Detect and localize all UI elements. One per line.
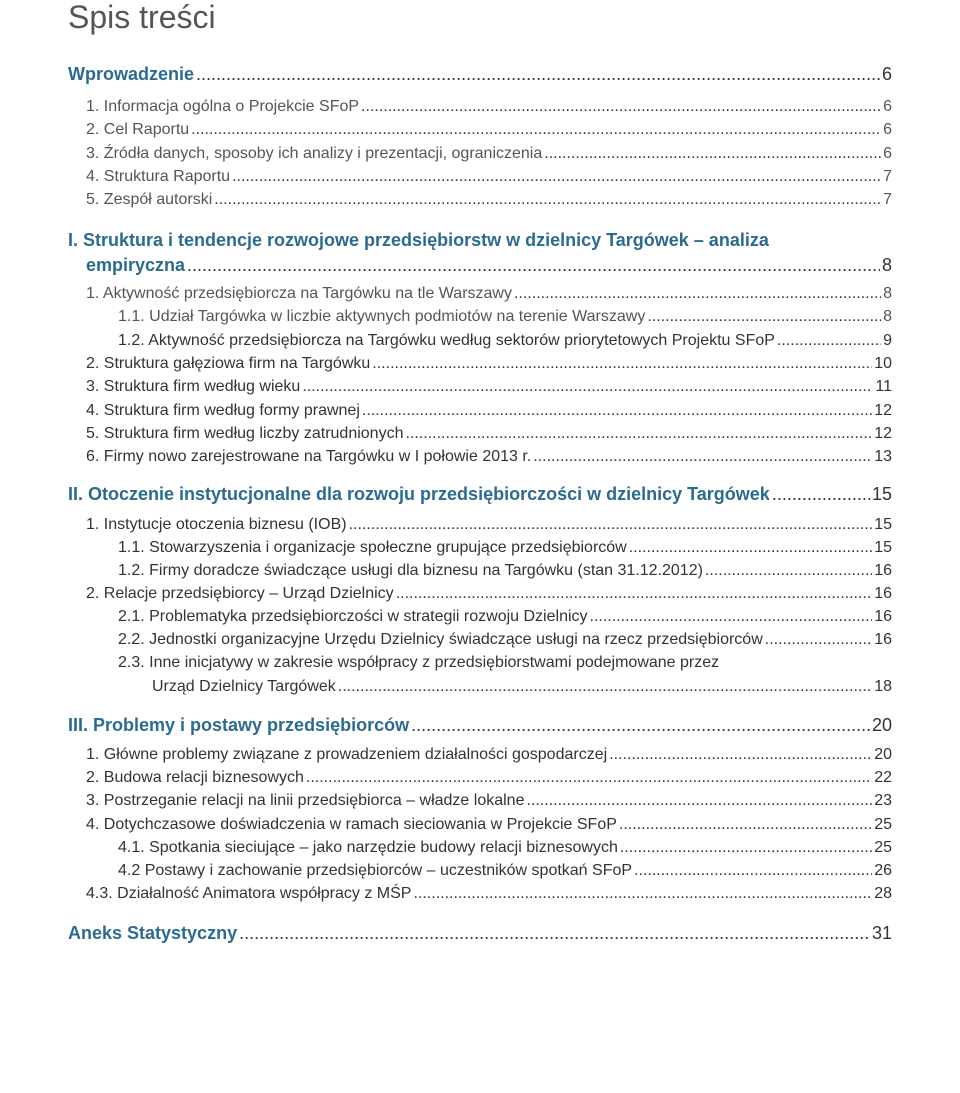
toc-entry-page: 15: [871, 484, 892, 504]
toc-entry-page: 7: [883, 168, 892, 185]
toc-entry-title: 4.2 Postawy i zachowanie przedsiębiorców – uczestników spotkań SFoP: [118, 862, 633, 879]
toc-entry-page: 15: [874, 539, 892, 556]
toc-entry-title: 5. Zespół autorski: [86, 191, 213, 208]
toc-entry-page: 6: [881, 64, 892, 84]
toc-entry-title: II. Otoczenie instytucjonalne dla rozwoju przedsiębiorczości w dzielnicy Targówek: [68, 484, 770, 504]
toc-entry[interactable]: [118, 838, 892, 858]
toc-entry-title: 4.1. Spotkania sieciujące – jako narzędzie budowy relacji biznesowych: [118, 839, 618, 856]
toc-leader-dots: [533, 447, 872, 467]
toc-leader-dots: [302, 377, 873, 397]
toc-entry-page: 8: [883, 308, 892, 325]
toc-leader-dots: [619, 815, 872, 835]
toc-entry[interactable]: [86, 284, 892, 304]
toc-entry-title: 1. Główne problemy związane z prowadzeniem działalności gospodarczej: [86, 746, 608, 763]
toc-entry[interactable]: [152, 677, 892, 697]
toc-entry-page: 9: [883, 332, 892, 349]
toc-entry[interactable]: [118, 861, 892, 881]
toc-entry[interactable]: [86, 884, 892, 904]
toc-entry-part-ii[interactable]: [68, 483, 892, 505]
toc-entry-page: 16: [874, 562, 892, 579]
toc-entry-part-i-line1[interactable]: I. Struktura i tendencje rozwojowe przedsiębiorstw w dzielnicy Targówek – analiza: [68, 230, 769, 250]
toc-entry[interactable]: [86, 424, 892, 444]
toc-leader-dots: [705, 561, 872, 581]
toc-entry-title: 5. Struktura firm według liczby zatrudnionych: [86, 425, 404, 442]
toc-entry-title: III. Problemy i postawy przedsiębiorców: [68, 715, 410, 735]
toc-leader-dots: [411, 714, 870, 736]
toc-entry[interactable]: [86, 97, 892, 117]
toc-entry-page: 25: [874, 816, 892, 833]
toc-entry[interactable]: [118, 307, 892, 327]
toc-entry-title: 2. Cel Raportu: [86, 121, 190, 138]
toc-entry[interactable]: [86, 584, 892, 604]
toc-leader-dots: [362, 401, 872, 421]
toc-entry-title: 3. Postrzeganie relacji na linii przedsiębiorca – władze lokalne: [86, 792, 525, 809]
toc-leader-dots: [239, 922, 870, 944]
toc-entry-title: empiryczna: [86, 255, 186, 275]
toc-entry-page: 8: [881, 255, 892, 275]
toc-entry-page: 11: [875, 378, 892, 395]
toc-entry-page: 16: [874, 631, 892, 648]
toc-entry-page: 28: [874, 885, 892, 902]
toc-entry[interactable]: [86, 447, 892, 467]
toc-entry-page: 12: [874, 425, 892, 442]
toc-leader-dots: [196, 63, 880, 85]
toc-entry-title: 2. Budowa relacji biznesowych: [86, 769, 304, 786]
toc-entry-title: 1.1. Udział Targówka w liczbie aktywnych podmiotów na terenie Warszawy: [118, 308, 646, 325]
toc-entry[interactable]: [118, 630, 892, 650]
toc-leader-dots: [765, 630, 872, 650]
toc-entry-title: Wprowadzenie: [68, 64, 195, 84]
toc-entry-title: 1.1. Stowarzyszenia i organizacje społeczne grupujące przedsiębiorców: [118, 539, 627, 556]
toc-entry-page: 6: [883, 121, 892, 138]
toc-entry-wprowadzenie[interactable]: [68, 63, 892, 85]
toc-leader-dots: [629, 538, 872, 558]
toc-entry[interactable]: [86, 144, 892, 164]
toc-entry-title: 4.3. Działalność Animatora współpracy z MŚP: [86, 885, 412, 902]
toc-entry[interactable]: [118, 561, 892, 581]
toc-leader-dots: [590, 607, 873, 627]
toc-entry-title: 3. Struktura firm według wieku: [86, 378, 301, 395]
toc-entry-title: 3. Źródła danych, sposoby ich analizy i prezentacji, ograniczenia: [86, 145, 543, 162]
toc-entry-2-3-line1[interactable]: 2.3. Inne inicjatywy w zakresie współpracy z przedsiębiorstwami podejmowane przez: [118, 654, 720, 671]
toc-entry-title: 6. Firmy nowo zarejestrowane na Targówku w I połowie 2013 r.: [86, 448, 532, 465]
page-title: Spis treści: [68, 0, 216, 35]
toc-entry[interactable]: [86, 401, 892, 421]
toc-entry-title: 4. Dotychczasowe doświadczenia w ramach sieciowania w Projekcie SFoP: [86, 816, 617, 833]
toc-leader-dots: [514, 284, 881, 304]
toc-entry-page: 12: [874, 402, 892, 419]
toc-entry-page: 22: [874, 769, 892, 786]
toc-entry-title: 2. Struktura gałęziowa firm na Targówku: [86, 355, 371, 372]
toc-leader-dots: [361, 97, 881, 117]
toc-entry[interactable]: [86, 120, 892, 140]
toc-entry-title: 1.2. Firmy doradcze świadczące usługi dla biznesu na Targówku (stan 31.12.2012): [118, 562, 703, 579]
toc-leader-dots: [620, 838, 872, 858]
toc-leader-dots: [306, 768, 872, 788]
toc-entry-title: 2.2. Jednostki organizacyjne Urzędu Dzielnicy świadczące usługi na rzecz przedsiębiorców: [118, 631, 763, 648]
toc-entry-page: 31: [871, 923, 892, 943]
toc-entry-title: Urząd Dzielnicy Targówek: [152, 678, 336, 695]
toc-entry-title: 1.2. Aktywność przedsiębiorcza na Targówku według sektorów priorytetowych Projektu SFoP: [118, 332, 775, 349]
toc-leader-dots: [338, 677, 872, 697]
toc-entry-title: Aneks Statystyczny: [68, 923, 238, 943]
toc-entry-title: 1. Instytucje otoczenia biznesu (IOB): [86, 516, 347, 533]
toc-entry-page: 8: [883, 285, 892, 302]
toc-entry-page: 20: [874, 746, 892, 763]
toc-entry[interactable]: [86, 791, 892, 811]
toc-leader-dots: [634, 861, 872, 881]
toc-entry-title: 2.1. Problematyka przedsiębiorczości w strategii rozwoju Dzielnicy: [118, 608, 588, 625]
toc-leader-dots: [777, 331, 881, 351]
toc-entry[interactable]: [118, 331, 892, 351]
toc-entry[interactable]: [86, 167, 892, 187]
toc-entry-page: 26: [874, 862, 892, 879]
toc-entry[interactable]: [86, 354, 892, 374]
toc-leader-dots: [396, 584, 873, 604]
toc-entry-part-i[interactable]: [86, 254, 892, 276]
toc-entry-page: 16: [874, 585, 892, 602]
toc-leader-dots: [349, 515, 873, 535]
toc-entry[interactable]: [118, 607, 892, 627]
toc-entry-title: 1. Aktywność przedsiębiorcza na Targówku na tle Warszawy: [86, 285, 512, 302]
toc-entry[interactable]: [86, 768, 892, 788]
toc-entry-page: 25: [874, 839, 892, 856]
toc-entry-page: 13: [874, 448, 892, 465]
toc-entry[interactable]: [86, 377, 892, 397]
toc-leader-dots: [772, 483, 870, 505]
toc-entry[interactable]: [86, 190, 892, 210]
toc-entry-page: 7: [883, 191, 892, 208]
toc-leader-dots: [191, 120, 881, 140]
toc-entry-page: 18: [874, 678, 892, 695]
toc-entry-page: 16: [874, 608, 892, 625]
toc-leader-dots: [187, 254, 880, 276]
toc-leader-dots: [232, 167, 881, 187]
toc-entry[interactable]: [86, 815, 892, 835]
toc-leader-dots: [413, 884, 872, 904]
toc-entry[interactable]: [118, 538, 892, 558]
toc-entry-page: 15: [874, 516, 892, 533]
toc-leader-dots: [544, 144, 881, 164]
toc-entry-page: 20: [871, 715, 892, 735]
toc-entry-page: 6: [883, 145, 892, 162]
toc-entry-title: 4. Struktura firm według formy prawnej: [86, 402, 360, 419]
toc-entry-page: 23: [874, 792, 892, 809]
toc-leader-dots: [526, 791, 872, 811]
toc-entry[interactable]: [86, 745, 892, 765]
toc-entry-page: 10: [874, 355, 892, 372]
toc-entry-title: 2. Relacje przedsiębiorcy – Urząd Dzielnicy: [86, 585, 394, 602]
toc-leader-dots: [405, 424, 872, 444]
toc-leader-dots: [214, 190, 881, 210]
toc-leader-dots: [609, 745, 872, 765]
toc-entry-part-iii[interactable]: [68, 714, 892, 736]
toc-leader-dots: [647, 307, 881, 327]
toc-entry[interactable]: [86, 515, 892, 535]
toc-leader-dots: [372, 354, 872, 374]
toc-entry-page: 6: [883, 98, 892, 115]
toc-entry-title: 1. Informacja ogólna o Projekcie SFoP: [86, 98, 360, 115]
toc-entry-aneks[interactable]: [68, 922, 892, 944]
toc-entry-title: 4. Struktura Raportu: [86, 168, 231, 185]
